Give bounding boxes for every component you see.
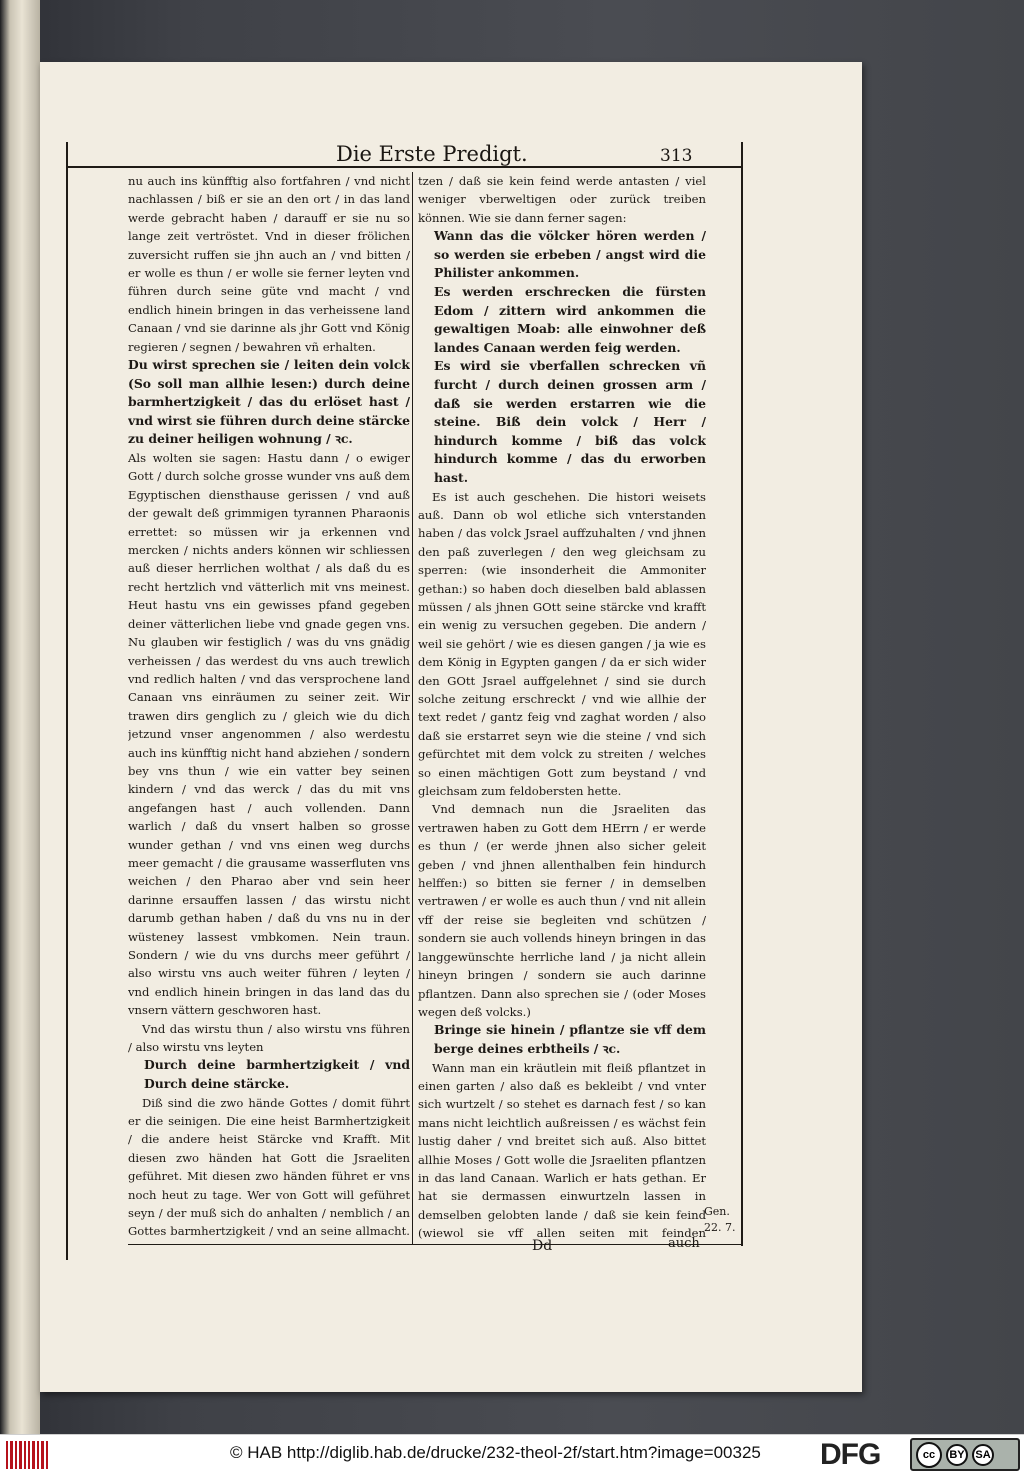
dfg-logo: DFG: [820, 1438, 881, 1471]
hab-logo-icon: [6, 1441, 48, 1469]
paragraph: Du wirst sprechen sie / leiten dein volck (So soll man allhie lesen:) durch deine barmhertzigkeit / das du erlöset hast / vnd wirst sie führen durch deine stärcke zu deiner heiligen wohnung / ꝛc.: [128, 357, 410, 447]
paragraph: Wann das die völcker hören werden / so werden sie erbeben / angst wird die Philister ankommen.: [434, 228, 706, 281]
cc-icon: cc: [916, 1442, 942, 1468]
paragraph: tzen / daß sie kein feind werde antasten / viel weniger vberweltigen oder zurück treiben können. Wie sie dann ferner sagen:: [418, 174, 706, 225]
sa-icon: SA: [972, 1444, 994, 1466]
column-divider: [412, 172, 413, 1244]
frame-rule-bottom: [128, 1244, 742, 1245]
text-column-right: [418, 172, 706, 1244]
paragraph: nu auch ins künfftig also fortfahren / vnd nicht nachlassen / biß er sie an den ort / in das land werde gebracht haben / darauff er sie nu so lange zeit vertröstet. Vnd in dieser frölichen zuversicht ruffen sie jhn auch an / vnd bitten / er wolle es thun / er wolle sie ferner leyten vnd führen durch seine güte vnd macht / vnd endlich hinein bringen in das verheissene land Canaan / vnd sie darinne als jhr Gott vnd König regieren / segnen / bewahren vñ erhalten.: [128, 174, 410, 354]
paragraph: Vnd demnach nun die Jsraeliten das vertrawen haben zu Gott dem HErrn / er werde es thun / (er werde jhnen also sicher geleit geben / vnd jhnen allenthalben fein hindurch helffen:) so bitten sie ferner / in demselben vertrawen / er wolle es auch thun / vnd nit allein vff der reise sie begleiten vnd schützen / sondern sie auch vollends hineyn bringen in das langgewünschte herrliche land / ja nicht allein hineyn bringen / sondern sie auch darinne pflantzen. Dann also sprechen sie / (oder Moses wegen deß volcks.): [418, 802, 706, 1019]
catchword: auch: [668, 1236, 700, 1251]
frame-rule-right: [741, 142, 743, 1246]
copyright-link[interactable]: © HAB http://diglib.hab.de/drucke/232-theol-2f/start.htm?image=00325: [230, 1443, 761, 1462]
text-column-left: [128, 172, 410, 1244]
paragraph: Vnd das wirstu thun / also wirstu vns führen / also wirstu vns leyten: [128, 1021, 410, 1055]
viewer-footer: [0, 1434, 1024, 1474]
paragraph: Es wird sie vberfallen schrecken vñ furcht / durch deinen grossen arm / daß sie werden erstarren wie die steine. Biß dein volck / Herr / hindurch komme / biß das volck hindurch komme / das du erworben hast.: [434, 358, 706, 485]
paragraph: Diß sind die zwo hände Gottes / domit führt er die seinigen. Die eine heist Barmhertzigkeit / die andere heist Stärcke vnd Krafft. Mit diesen zwo händen hat Gott die Jsraeliten geführet. Mit diesen zwo händen führet er vns noch heut zu tage. Wer von Gott will geführet seyn / der muß sich do anhalten / nemblich / an Gottes barmhertzigkeit / vnd an seine allmacht.: [128, 1095, 410, 1239]
paragraph: Wann man ein kräutlein mit fleiß pflantzet in einen garten / also daß es bekleibt / vnd vnter sich wurtzelt / so stehet es darnach fest / so kan mans nicht leichtlich außreissen / es wächst fein lustig daher / vnd breitet sich auß. Also bittet allhie Moses / Gott wolle die Jsraeliten pflantzen in das land Canaan. Warlich er hats gethan. Er hat sie dermassen einwurtzeln lassen in demselben gelobten lande / daß sie kein feind (wiewol sie vff allen seiten mit feinden: [418, 1060, 706, 1241]
paragraph: Es werden erschrecken die fürsten Edom / zittern wird ankommen die gewaltigen Moab: alle einwohner deß landes Canaan werden feig werden.: [434, 284, 706, 355]
paragraph: Als wolten sie sagen: Hastu dann / o ewiger Gott / durch solche grosse wunder vns auß dem Egyptischen diensthause gerissen / vnd auß der gewalt deß grimmigen tyrannen Pharaonis errettet: so müssen wir ja erkennen vnd mercken / nichts anders können wir schliessen auß dieser herrlichen wolthat / als daß du es recht hertzlich vnd vätterlich mit vns meinest. Heut hastu vns ein gewisses pfand gegeben deiner vätterlichen liebe vnd gnade gegen vns. Nu glauben wir festiglich / was du vns gnädig verheissen / das werdest du vns auch trewlich vnd redlich halten / vnd das versprochene land Canaan vns einräumen zu seiner zeit. Wir trawen dirs genglich zu / gleich wie du dich jetzund vnser angenommen / also werdestu auch ins künfftig nicht hand abziehen / sondern bey vns thun / wie ein vatter bey seinen kindern / vnd das werck / das du mit vns angefangen hast / auch vollenden. Dann warlich / daß du vnsert halben so grosse wunder gethan / vnd vns einen weg durchs meer gemacht / die grausame wasserfluten vns weichen / den Pharao aber vnd sein heer darinne ersauffen lassen / das wirstu nicht darumb gethan haben / daß du vns nu in der wüsteney lassest vmbkomen. Nein traun. Sondern / wie du vns durchs meer geführt / also wirstu vns auch weiter führen / leyten / vnd endlich hinein bringen in das land das du vnsern vättern geschworen hast.: [128, 451, 410, 1018]
margin-note: Gen. 22. 7.: [704, 1205, 736, 1234]
header-rule: [66, 166, 742, 168]
running-head: Die Erste Predigt.: [336, 142, 528, 166]
page-number: 313: [660, 146, 693, 166]
paragraph: Es ist auch geschehen. Die histori weisets auß. Dann ob wol etliche sich vnterstanden haben / das volck Jsrael auffzuhalten / vnd jhnen den paß zuverlegen / den weg gleichsam zu sperren: (wie insonderheit die Ammoniter gethan:) so haben doch dieselben bald ablassen müssen / als jhnen GOtt seine stärcke vnd krafft ein wenig zu versuchen gegeben. Die andern / weil sie gehört / wie es diesen gangen / ja wie es dem König in Egypten gangen / da er sich wider den GOtt Jsrael auffgelehnet / sind sie durch solche zeitung erschreckt / vnd wie allhie der text redet / gantz feig vnd zaghat worden / also daß sie erstarret seyn wie die steine / vnd sich gefürchtet mit dem volck zu streiten / welches so einen mächtigen Gott zum beystand / vnd gleichsam zum feldobersten hette.: [418, 489, 706, 799]
by-icon: BY: [946, 1444, 968, 1466]
signature-mark: Dd: [532, 1238, 553, 1254]
frame-rule-left: [66, 142, 68, 1260]
paragraph: Durch deine barmhertzigkeit / vnd Durch deine stärcke.: [144, 1057, 410, 1092]
paragraph: Bringe sie hinein / pflantze sie vff dem berge deines erbtheils / ꝛc.: [434, 1022, 706, 1056]
adjacent-page-edge: [0, 0, 40, 1434]
cc-license-badge[interactable]: [910, 1438, 1020, 1471]
